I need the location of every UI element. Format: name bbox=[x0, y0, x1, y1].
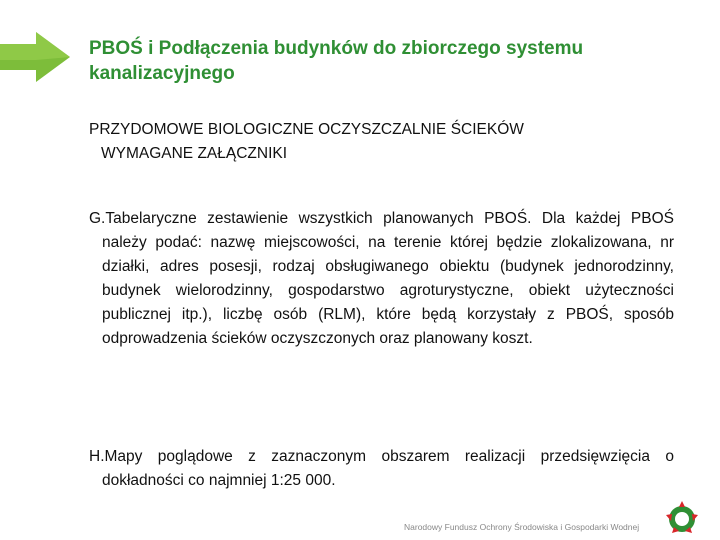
nfosigw-logo-icon bbox=[662, 499, 702, 539]
section-heading bbox=[89, 118, 689, 166]
slide-title: PBOŚ i Podłączenia budynków do zbiorczego systemu kanalizacyjnego bbox=[89, 38, 584, 84]
arrow-right-icon bbox=[0, 30, 72, 84]
footer-organization: Narodowy Fundusz Ochrony Środowiska i Gospodarki Wodnej bbox=[404, 522, 640, 532]
attachment-item-h: H.Mapy poglądowe z zaznaczonym obszarem realizacji przedsięwzięcia o dokładności co najmniej 1:25 000. bbox=[89, 448, 674, 489]
section-heading-line-1: PRZYDOMOWE BIOLOGICZNE OCZYSZCZALNIE ŚCIEKÓW bbox=[89, 121, 524, 138]
section-heading-line-2: WYMAGANE ZAŁĄCZNIKI bbox=[101, 145, 288, 162]
attachment-item-g: G.Tabelaryczne zestawienie wszystkich planowanych PBOŚ. Dla każdej PBOŚ należy podać: nazwę miejscowości, na terenie której będzie zlokalizowana, nr działki, adres posesji, rodzaj obsługiwanego obiektu (budynek jednorodzinny, budynek wielorodzinny, gospodarstwo agroturystyczne, obiekt użyteczności publicznej itp.), liczbę osób (RLM), które będą korzystały z PBOŚ, sposób odprowadzenia ścieków oczyszczonych oraz planowany koszt. bbox=[89, 210, 674, 347]
